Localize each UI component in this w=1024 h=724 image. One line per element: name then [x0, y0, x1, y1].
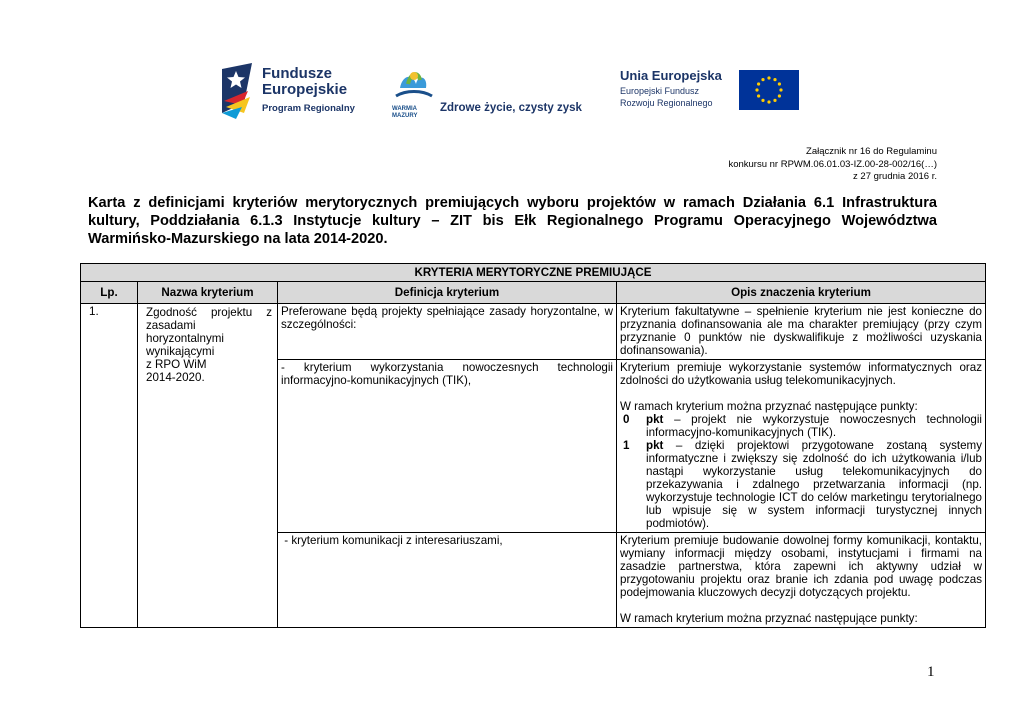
- name-line: zasadami: [146, 319, 196, 332]
- points-text: – dzięki projektowi przygotowane zostaną systemy informatyczne i zwiększy się zdolność do ich użytkowania i/lub nastąpi wykorzystanie usług telekomunikacyjnych do przekazywania i zdalnego przetwarzania informacji (np. wykorzystuje technologie ICT do celów marketingu terytorialnego lub wpisuje się w system informacji turystycznej innych podmiotów).: [646, 439, 982, 530]
- points-value: 0: [623, 413, 630, 426]
- header-logos: [0, 58, 1024, 128]
- fe-line1: Fundusze: [262, 65, 332, 82]
- name-line: wynikającymi: [146, 345, 215, 358]
- document-title: Karta z definicjami kryteriów merytorycznych premiujących wyboru projektów w ramach Działania 6.1 Infrastruktura kultury, Poddziałania 6.1.3 Instytucje kultury – ZIT bis Ełk Regionalnego Programu Operacyjnego Województwa Warmińsko-Mazurskiego na lata 2014-2020.: [88, 195, 937, 247]
- description-text: Kryterium premiuje budowanie dowolnej formy komunikacji, kontaktu, wymiany informacji między osobami, instytucjami i firmami na zasadzie partnerstwa, która zapewni ich aktywny udział w przygotowaniu projektu oraz branie ich zdania pod uwagę podczas podejmowania kluczowych decyzji dotyczących projektu.: [620, 534, 982, 599]
- description-cell: Kryterium fakultatywne – spełnienie kryterium nie jest konieczne do przyznania dofinansowania ale ma charakter premiujący (przy czym przyznanie 0 punktów nie dyskwalifikuje z możliwości uzyskania dofinansowania).: [617, 304, 986, 360]
- col-header-name: Nazwa kryterium: [138, 282, 278, 304]
- name-word: projektu: [210, 306, 253, 319]
- fundusze-europejskie-logo: [222, 61, 362, 123]
- mazury-text: MAZURY: [392, 113, 418, 119]
- list-item: [620, 439, 982, 530]
- criteria-table: [80, 263, 986, 628]
- points-unit: pkt: [646, 439, 664, 452]
- warmia-mazury-emblem-icon: [392, 66, 436, 106]
- row-lp: 1.: [81, 304, 138, 628]
- fe-line2: Europejskie: [262, 81, 348, 98]
- definition-cell: - kryterium wykorzystania nowoczesnych technologii informacyjno-komunikacyjnych (TIK),: [278, 360, 617, 533]
- row-name: [138, 304, 278, 628]
- table-row: [81, 304, 986, 360]
- warmia-slogan: Zdrowe życie, czysty zysk: [440, 102, 582, 114]
- annex-line3: z 27 grudnia 2016 r.: [853, 171, 937, 182]
- eu-flag-icon: [739, 70, 799, 110]
- table-header: KRYTERIA MERYTORYCZNE PREMIUJĄCE: [81, 264, 986, 282]
- col-header-description: Opis znaczenia kryterium: [617, 282, 986, 304]
- warmia-text: WARMIA: [392, 106, 417, 112]
- name-line: horyzontalnymi: [146, 332, 224, 345]
- col-header-definition: Definicja kryterium: [278, 282, 617, 304]
- name-line: 2014-2020.: [146, 371, 205, 384]
- fe-line3: Program Regionalny: [262, 103, 355, 114]
- ue-line3: Rozwoju Regionalnego: [620, 98, 713, 108]
- annex-note: [728, 146, 937, 184]
- fe-star-emblem-icon: [222, 63, 256, 119]
- warmia-mazury-logo: [392, 66, 592, 122]
- points-text: – projekt nie wykorzystuje nowoczesnych technologii informacyjno-komunikacyjnych (TIK).: [646, 413, 982, 439]
- list-item: [620, 413, 982, 439]
- col-header-lp: Lp.: [81, 282, 138, 304]
- points-intro: W ramach kryterium można przyznać następujące punkty:: [620, 400, 918, 413]
- ue-line2: Europejski Fundusz: [620, 86, 700, 96]
- description-text: Kryterium premiuje wykorzystanie systemów informatycznych oraz zdolności do użytkowania usług telekomunikacyjnych.: [620, 361, 982, 387]
- definition-cell: Preferowane będą projekty spełniające zasady horyzontalne, w szczególności:: [278, 304, 617, 360]
- points-list: [620, 413, 982, 530]
- name-word: z: [266, 306, 272, 319]
- points-intro: W ramach kryterium można przyznać następujące punkty:: [620, 612, 918, 625]
- unia-europejska-logo: [620, 70, 810, 125]
- name-word: Zgodność: [146, 306, 197, 319]
- annex-line2: konkursu nr RPWM.06.01.03-IZ.00-28-002/16(…): [728, 158, 937, 170]
- description-cell: [617, 533, 986, 628]
- name-line: z RPO WiM: [146, 358, 207, 371]
- points-value: 1: [623, 439, 630, 452]
- page-number: 1: [927, 664, 935, 680]
- ue-line1: Unia Europejska: [620, 68, 722, 83]
- description-cell: [617, 360, 986, 533]
- points-unit: pkt: [646, 413, 664, 426]
- definition-cell: - kryterium komunikacji z interesariuszami,: [278, 533, 617, 628]
- annex-line1: Załącznik nr 16 do Regulaminu: [806, 146, 937, 157]
